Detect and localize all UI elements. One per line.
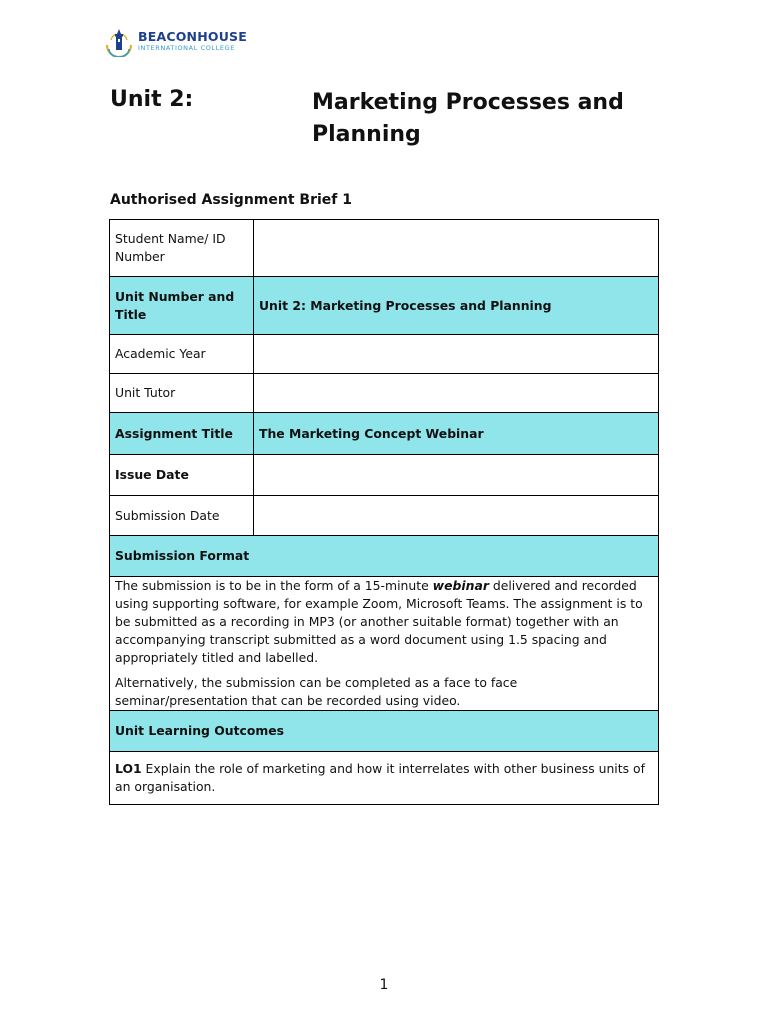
table-row bbox=[110, 577, 659, 711]
academic-year-label: Academic Year bbox=[110, 335, 254, 374]
webinar-emphasis: webinar bbox=[432, 578, 489, 593]
submission-date-label: Submission Date bbox=[110, 496, 254, 536]
table-row bbox=[110, 277, 659, 335]
submission-format-paragraph-1 bbox=[115, 577, 653, 667]
issue-date-value bbox=[254, 455, 659, 496]
academic-year-value bbox=[254, 335, 659, 374]
page-title: Marketing Processes and Planning bbox=[312, 90, 624, 147]
learning-outcomes-heading: Unit Learning Outcomes bbox=[110, 711, 659, 752]
submission-format-body bbox=[110, 577, 659, 711]
student-name-value bbox=[254, 220, 659, 277]
submission-format-paragraph-2: Alternatively, the submission can be completed as a face to face seminar/presentation that can be recorded using video. bbox=[115, 675, 518, 708]
logo-subtitle: INTERNATIONAL COLLEGE bbox=[138, 44, 235, 52]
paragraph-text: delivered and recorded using supporting software, for example Zoom, Microsoft Teams. The assignment is to be submitted as a recording in MP3 (or another suitable format) together with an accompanying transcript submitted as a word document using 1.5 spacing and appropriately titled and labelled. bbox=[115, 578, 643, 665]
assignment-brief-table bbox=[109, 219, 659, 805]
unit-number-label: Unit Number and Title bbox=[110, 277, 254, 335]
table-row bbox=[110, 220, 659, 277]
beaconhouse-logo bbox=[104, 24, 247, 58]
learning-outcome-lo1 bbox=[110, 752, 659, 805]
page-number: 1 bbox=[379, 977, 389, 993]
unit-label: Unit 2: bbox=[110, 87, 194, 112]
table-row bbox=[110, 335, 659, 374]
submission-format-heading: Submission Format bbox=[110, 536, 659, 577]
unit-tutor-label: Unit Tutor bbox=[110, 374, 254, 413]
submission-date-value bbox=[254, 496, 659, 536]
lo1-text: Explain the role of marketing and how it interrelates with other business units of an organisation. bbox=[115, 761, 645, 794]
unit-tutor-value bbox=[254, 374, 659, 413]
lo1-code: LO1 bbox=[115, 761, 142, 776]
table-row bbox=[110, 374, 659, 413]
table-row bbox=[110, 413, 659, 455]
brief-heading: Authorised Assignment Brief 1 bbox=[110, 192, 352, 208]
table-row bbox=[110, 711, 659, 752]
student-name-label: Student Name/ ID Number bbox=[110, 220, 254, 277]
unit-number-value: Unit 2: Marketing Processes and Planning bbox=[254, 277, 659, 335]
paragraph-text: The submission is to be in the form of a 15-minute bbox=[115, 578, 433, 593]
lighthouse-emblem-icon bbox=[104, 25, 134, 57]
table-row bbox=[110, 496, 659, 536]
table-row bbox=[110, 752, 659, 805]
assignment-title-value: The Marketing Concept Webinar bbox=[254, 413, 659, 455]
assignment-title-label: Assignment Title bbox=[110, 413, 254, 455]
logo-name: BEACONHOUSE bbox=[138, 28, 247, 44]
issue-date-label: Issue Date bbox=[110, 455, 254, 496]
table-row bbox=[110, 455, 659, 496]
table-row bbox=[110, 536, 659, 577]
